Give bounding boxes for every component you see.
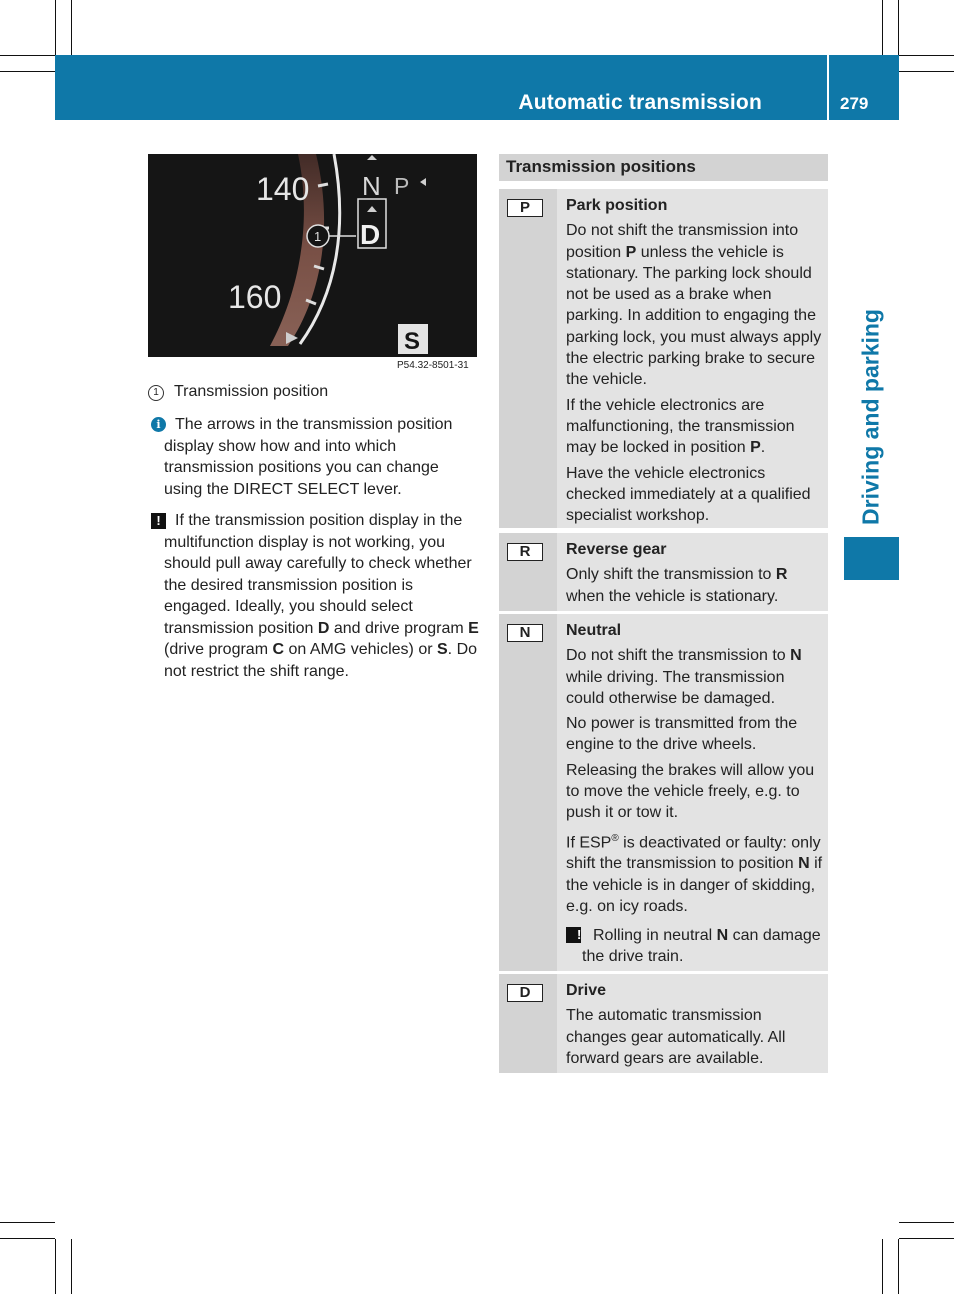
gear-key-r: R	[507, 543, 543, 561]
transmission-display-figure	[148, 154, 477, 376]
row-paragraph: If the vehicle electronics are malfunctioning, the transmission may be locked in position P.	[566, 396, 795, 457]
row-paragraph: Do not shift the transmission into position P unless the vehicle is stationary. The parking lock should not be used as a brake when parking. In addition to engaging the parking lock, you must always apply the electric parking brake to secure the vehicle.	[566, 222, 822, 389]
info-note-text: The arrows in the transmission position display show how and into which transmission positions you can change using the DIRECT SELECT lever.	[164, 416, 453, 498]
row-heading: Drive	[566, 982, 607, 999]
table-title: Transmission positions	[506, 157, 696, 176]
warning-note	[148, 510, 480, 682]
crop-mark	[71, 0, 72, 55]
crop-mark	[899, 55, 954, 56]
crop-mark	[0, 1238, 55, 1239]
callout-1-label: 1	[314, 229, 322, 244]
table-row-neutral	[499, 614, 828, 971]
row-heading: Reverse gear	[566, 541, 667, 558]
callout-marker: 1	[148, 385, 164, 401]
program-s-label: S	[404, 328, 421, 355]
warning-icon: !	[151, 513, 166, 529]
crop-mark	[899, 1222, 954, 1223]
crop-mark	[898, 0, 899, 55]
info-icon: i	[151, 417, 166, 432]
crop-mark	[882, 1239, 883, 1294]
table-row-reverse	[499, 533, 828, 611]
figure-legend	[148, 381, 478, 403]
key-column	[499, 533, 557, 611]
gear-p-label: P	[394, 173, 410, 199]
row-heading: Neutral	[566, 622, 622, 639]
gear-key-p: P	[507, 199, 543, 217]
gear-n-label: N	[362, 171, 381, 201]
key-column	[499, 614, 557, 971]
crop-mark	[71, 1239, 72, 1294]
crop-mark	[0, 55, 55, 56]
row-paragraph: If ESP® is deactivated or faulty: only shift the transmission to position N if the vehicle is in danger of skidding, e.g. on icy roads.	[566, 832, 823, 915]
crop-mark	[0, 71, 55, 72]
chapter-side-tab: Driving and parking	[857, 309, 884, 525]
gear-key-d: D	[507, 984, 543, 1002]
row-description	[566, 539, 824, 611]
row-description	[566, 195, 824, 530]
header-bar	[55, 55, 899, 120]
crop-mark	[882, 0, 883, 55]
crop-mark	[899, 71, 954, 72]
crop-mark	[55, 0, 56, 55]
row-heading: Park position	[566, 197, 668, 214]
table-title-bar	[499, 154, 828, 181]
row-description	[566, 620, 824, 972]
row-paragraph: Have the vehicle electronics checked immediately at a qualified specialist workshop.	[566, 464, 811, 525]
crop-mark	[55, 1239, 56, 1294]
key-column	[499, 974, 557, 1073]
row-paragraph: The automatic transmission changes gear automatically. All forward gears are available.	[566, 1007, 786, 1067]
table-row-park	[499, 189, 828, 528]
gear-key-n: N	[507, 624, 543, 642]
crop-mark	[899, 1238, 954, 1239]
speed-160-label: 160	[228, 279, 282, 315]
gear-d-label: D	[360, 219, 381, 250]
table-row-drive	[499, 974, 828, 1073]
figure-reference-code: P54.32-8501-31	[397, 360, 469, 371]
crop-mark	[0, 1222, 55, 1223]
row-paragraph: No power is transmitted from the engine to the drive wheels.	[566, 715, 798, 754]
row-paragraph: Do not shift the transmission to N while driving. The transmission could otherwise be damaged.	[566, 647, 802, 707]
warning-note-text: If the transmission position display in the multifunction display is not working, you should pull away carefully to check whether the desired transmission position is engaged. Ideally, you should select transmission position D and drive program E (drive program C on AMG vehicles) or S. Do not restrict the shift range.	[164, 512, 479, 680]
instrument-cluster-image	[148, 154, 477, 376]
row-paragraph: Releasing the brakes will allow you to move the vehicle freely, e.g. to push it or tow it.	[566, 761, 815, 822]
key-column	[499, 189, 557, 528]
page-number: 279	[840, 94, 869, 113]
crop-mark	[898, 1239, 899, 1294]
warning-icon: !	[566, 927, 581, 943]
chapter-tab-marker	[844, 537, 899, 580]
row-description	[566, 980, 824, 1073]
row-paragraph: Only shift the transmission to R when the vehicle is stationary.	[566, 566, 788, 605]
header-divider	[827, 55, 829, 120]
legend-label: Transmission position	[174, 383, 329, 400]
section-title: Automatic transmission	[518, 91, 762, 114]
info-note	[148, 414, 480, 500]
speed-140-label: 140	[256, 171, 310, 207]
row-warning: ! Rolling in neutral N can damage the drive train.	[566, 925, 824, 968]
